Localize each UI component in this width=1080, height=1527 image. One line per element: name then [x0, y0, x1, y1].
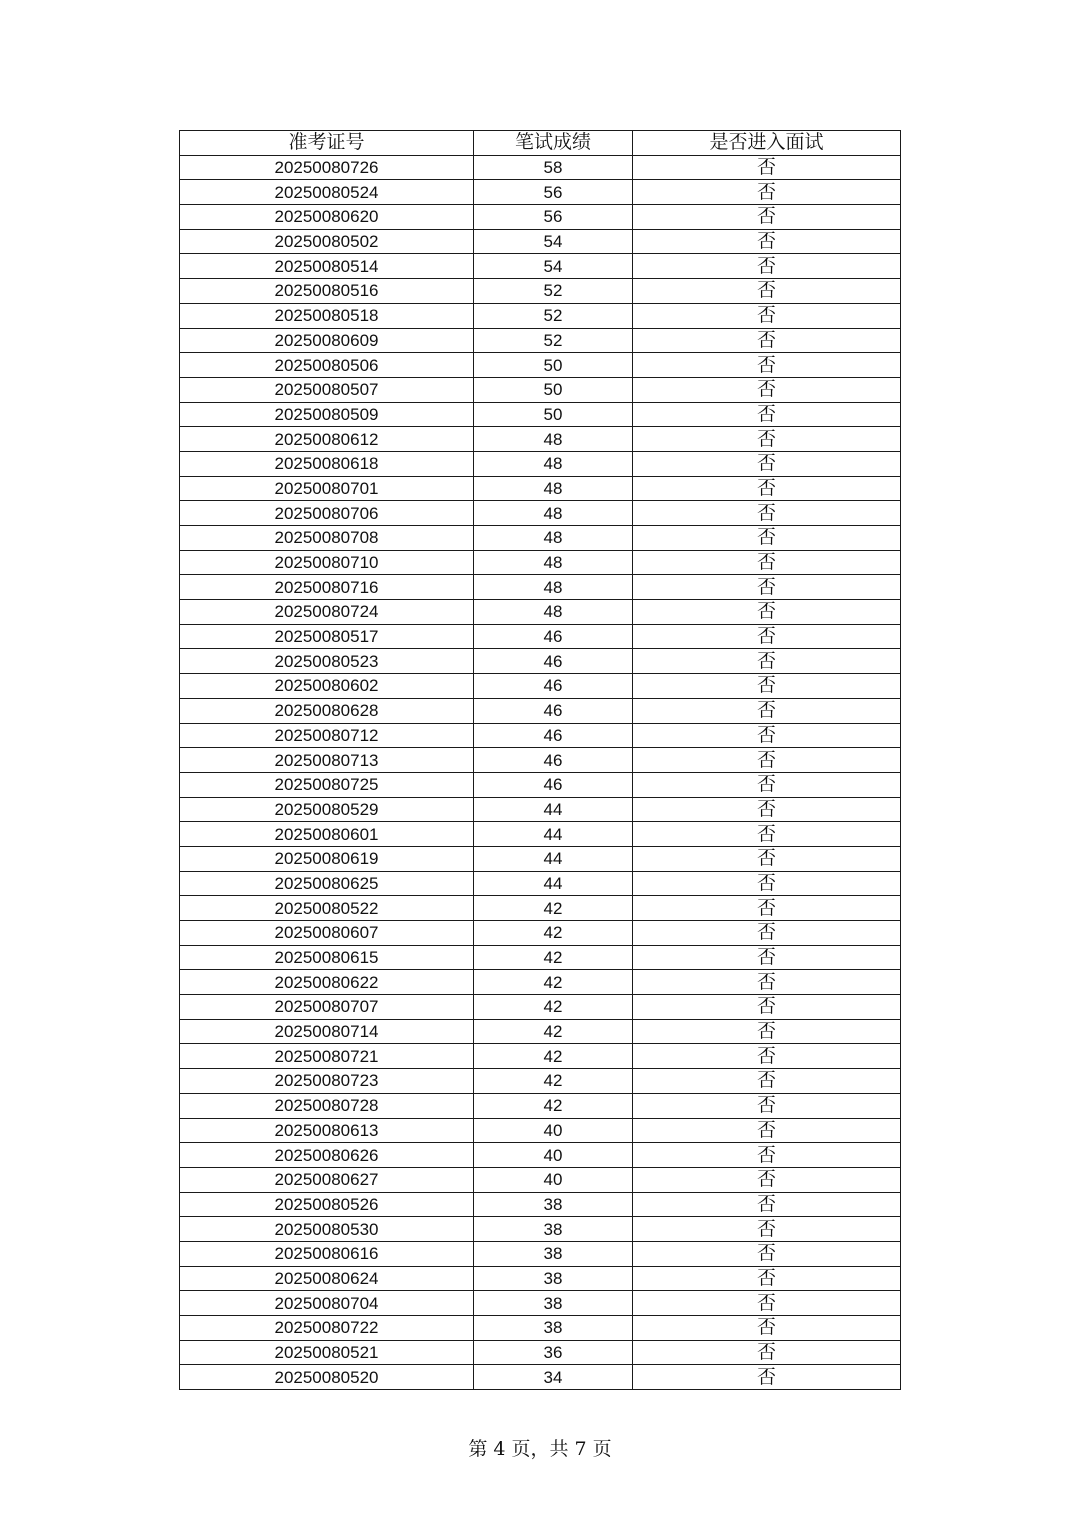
exam-id-cell: 20250080517: [180, 624, 474, 649]
interview-status-cell: 否: [633, 328, 901, 353]
interview-status-cell: 否: [633, 797, 901, 822]
table-row: [180, 772, 901, 797]
score-cell: 56: [474, 205, 633, 230]
interview-status-cell: 否: [633, 772, 901, 797]
interview-status-cell: 否: [633, 526, 901, 551]
table-row: [180, 698, 901, 723]
score-cell: 52: [474, 328, 633, 353]
table-row: [180, 1143, 901, 1168]
header-written-score: 笔试成绩: [474, 131, 633, 156]
table-row: [180, 1192, 901, 1217]
exam-id-cell: 20250080626: [180, 1143, 474, 1168]
table-row: [180, 624, 901, 649]
exam-id-cell: 20250080616: [180, 1241, 474, 1266]
interview-status-cell: 否: [633, 1019, 901, 1044]
interview-status-cell: 否: [633, 1192, 901, 1217]
score-cell: 48: [474, 476, 633, 501]
interview-status-cell: 否: [633, 155, 901, 180]
score-cell: 56: [474, 180, 633, 205]
interview-status-cell: 否: [633, 698, 901, 723]
table-row: [180, 402, 901, 427]
score-cell: 42: [474, 945, 633, 970]
interview-status-cell: 否: [633, 822, 901, 847]
interview-status-cell: 否: [633, 1167, 901, 1192]
interview-status-cell: 否: [633, 229, 901, 254]
interview-status-cell: 否: [633, 995, 901, 1020]
interview-status-cell: 否: [633, 205, 901, 230]
table-row: [180, 649, 901, 674]
interview-status-cell: 否: [633, 1143, 901, 1168]
exam-id-cell: 20250080624: [180, 1266, 474, 1291]
interview-status-cell: 否: [633, 1093, 901, 1118]
exam-id-cell: 20250080530: [180, 1217, 474, 1242]
table-header-row: [180, 131, 901, 156]
interview-status-cell: 否: [633, 1241, 901, 1266]
table-row: [180, 1167, 901, 1192]
table-row: [180, 1044, 901, 1069]
interview-status-cell: 否: [633, 1266, 901, 1291]
table-row: [180, 550, 901, 575]
exam-id-cell: 20250080628: [180, 698, 474, 723]
score-cell: 42: [474, 896, 633, 921]
header-exam-id: 准考证号: [180, 131, 474, 156]
table-row: [180, 328, 901, 353]
interview-status-cell: 否: [633, 303, 901, 328]
table-row: [180, 1241, 901, 1266]
score-cell: 40: [474, 1167, 633, 1192]
exam-id-cell: 20250080523: [180, 649, 474, 674]
score-cell: 36: [474, 1340, 633, 1365]
interview-status-cell: 否: [633, 476, 901, 501]
exam-id-cell: 20250080722: [180, 1316, 474, 1341]
table-row: [180, 1019, 901, 1044]
interview-status-cell: 否: [633, 1069, 901, 1094]
score-cell: 38: [474, 1316, 633, 1341]
score-cell: 46: [474, 649, 633, 674]
table-row: [180, 353, 901, 378]
score-cell: 40: [474, 1118, 633, 1143]
interview-status-cell: 否: [633, 871, 901, 896]
exam-id-cell: 20250080725: [180, 772, 474, 797]
interview-status-cell: 否: [633, 279, 901, 304]
score-cell: 40: [474, 1143, 633, 1168]
interview-status-cell: 否: [633, 921, 901, 946]
exam-id-cell: 20250080704: [180, 1291, 474, 1316]
interview-status-cell: 否: [633, 451, 901, 476]
score-cell: 48: [474, 550, 633, 575]
exam-id-cell: 20250080701: [180, 476, 474, 501]
table-row: [180, 945, 901, 970]
exam-id-cell: 20250080707: [180, 995, 474, 1020]
interview-status-cell: 否: [633, 501, 901, 526]
exam-id-cell: 20250080625: [180, 871, 474, 896]
score-cell: 50: [474, 353, 633, 378]
exam-id-cell: 20250080514: [180, 254, 474, 279]
score-cell: 38: [474, 1266, 633, 1291]
interview-status-cell: 否: [633, 1340, 901, 1365]
interview-status-cell: 否: [633, 846, 901, 871]
score-cell: 58: [474, 155, 633, 180]
interview-status-cell: 否: [633, 1044, 901, 1069]
table-row: [180, 1340, 901, 1365]
exam-id-cell: 20250080529: [180, 797, 474, 822]
exam-id-cell: 20250080602: [180, 674, 474, 699]
interview-status-cell: 否: [633, 1291, 901, 1316]
exam-id-cell: 20250080524: [180, 180, 474, 205]
table-row: [180, 303, 901, 328]
table-row: [180, 995, 901, 1020]
score-table: [179, 130, 901, 1390]
exam-id-cell: 20250080728: [180, 1093, 474, 1118]
score-cell: 48: [474, 526, 633, 551]
interview-status-cell: 否: [633, 970, 901, 995]
interview-status-cell: 否: [633, 402, 901, 427]
exam-id-cell: 20250080712: [180, 723, 474, 748]
table-row: [180, 674, 901, 699]
table-row: [180, 254, 901, 279]
exam-id-cell: 20250080522: [180, 896, 474, 921]
score-cell: 50: [474, 402, 633, 427]
exam-id-cell: 20250080607: [180, 921, 474, 946]
score-cell: 44: [474, 822, 633, 847]
interview-status-cell: 否: [633, 624, 901, 649]
interview-status-cell: 否: [633, 1316, 901, 1341]
table-row: [180, 476, 901, 501]
table-row: [180, 921, 901, 946]
interview-status-cell: 否: [633, 723, 901, 748]
score-cell: 38: [474, 1241, 633, 1266]
table-row: [180, 1217, 901, 1242]
interview-status-cell: 否: [633, 377, 901, 402]
score-cell: 38: [474, 1192, 633, 1217]
table-row: [180, 155, 901, 180]
table-row: [180, 1266, 901, 1291]
score-cell: 54: [474, 254, 633, 279]
exam-id-cell: 20250080502: [180, 229, 474, 254]
score-cell: 42: [474, 1069, 633, 1094]
interview-status-cell: 否: [633, 1118, 901, 1143]
score-cell: 46: [474, 772, 633, 797]
score-cell: 44: [474, 846, 633, 871]
header-interview-status: 是否进入面试: [633, 131, 901, 156]
score-cell: 46: [474, 723, 633, 748]
score-cell: 42: [474, 1019, 633, 1044]
interview-status-cell: 否: [633, 674, 901, 699]
table-row: [180, 279, 901, 304]
exam-id-cell: 20250080613: [180, 1118, 474, 1143]
page-number: 第 4 页，共 7 页: [468, 1438, 612, 1460]
exam-id-cell: 20250080506: [180, 353, 474, 378]
table-row: [180, 1291, 901, 1316]
interview-status-cell: 否: [633, 748, 901, 773]
exam-id-cell: 20250080724: [180, 600, 474, 625]
score-cell: 38: [474, 1291, 633, 1316]
interview-status-cell: 否: [633, 550, 901, 575]
score-cell: 52: [474, 279, 633, 304]
table-row: [180, 501, 901, 526]
score-cell: 44: [474, 797, 633, 822]
interview-status-cell: 否: [633, 427, 901, 452]
exam-id-cell: 20250080618: [180, 451, 474, 476]
score-cell: 50: [474, 377, 633, 402]
table-row: [180, 797, 901, 822]
score-cell: 34: [474, 1365, 633, 1390]
interview-status-cell: 否: [633, 896, 901, 921]
exam-id-cell: 20250080526: [180, 1192, 474, 1217]
score-cell: 48: [474, 501, 633, 526]
interview-status-cell: 否: [633, 180, 901, 205]
score-cell: 52: [474, 303, 633, 328]
table-body: [180, 155, 901, 1389]
interview-status-cell: 否: [633, 1217, 901, 1242]
exam-id-cell: 20250080706: [180, 501, 474, 526]
exam-id-cell: 20250080710: [180, 550, 474, 575]
table-row: [180, 871, 901, 896]
table-row: [180, 180, 901, 205]
table-row: [180, 526, 901, 551]
table-row: [180, 1365, 901, 1390]
score-cell: 42: [474, 1044, 633, 1069]
interview-status-cell: 否: [633, 1365, 901, 1390]
score-cell: 48: [474, 575, 633, 600]
score-cell: 42: [474, 970, 633, 995]
score-cell: 48: [474, 600, 633, 625]
exam-id-cell: 20250080516: [180, 279, 474, 304]
exam-id-cell: 20250080518: [180, 303, 474, 328]
score-cell: 48: [474, 427, 633, 452]
score-cell: 46: [474, 748, 633, 773]
exam-id-cell: 20250080622: [180, 970, 474, 995]
exam-id-cell: 20250080520: [180, 1365, 474, 1390]
table-row: [180, 1069, 901, 1094]
exam-id-cell: 20250080708: [180, 526, 474, 551]
table-row: [180, 846, 901, 871]
exam-id-cell: 20250080619: [180, 846, 474, 871]
exam-id-cell: 20250080620: [180, 205, 474, 230]
exam-id-cell: 20250080723: [180, 1069, 474, 1094]
exam-id-cell: 20250080509: [180, 402, 474, 427]
exam-id-cell: 20250080713: [180, 748, 474, 773]
score-cell: 46: [474, 674, 633, 699]
table-row: [180, 229, 901, 254]
exam-id-cell: 20250080714: [180, 1019, 474, 1044]
table-row: [180, 1118, 901, 1143]
table-row: [180, 205, 901, 230]
score-cell: 42: [474, 995, 633, 1020]
exam-id-cell: 20250080521: [180, 1340, 474, 1365]
table-row: [180, 451, 901, 476]
exam-id-cell: 20250080716: [180, 575, 474, 600]
table-row: [180, 748, 901, 773]
table-row: [180, 427, 901, 452]
exam-id-cell: 20250080721: [180, 1044, 474, 1069]
exam-id-cell: 20250080609: [180, 328, 474, 353]
score-cell: 46: [474, 624, 633, 649]
score-cell: 46: [474, 698, 633, 723]
table-row: [180, 896, 901, 921]
exam-id-cell: 20250080627: [180, 1167, 474, 1192]
interview-status-cell: 否: [633, 254, 901, 279]
interview-status-cell: 否: [633, 600, 901, 625]
score-cell: 48: [474, 451, 633, 476]
interview-status-cell: 否: [633, 353, 901, 378]
interview-status-cell: 否: [633, 649, 901, 674]
interview-status-cell: 否: [633, 945, 901, 970]
table-row: [180, 575, 901, 600]
score-cell: 54: [474, 229, 633, 254]
exam-id-cell: 20250080726: [180, 155, 474, 180]
exam-id-cell: 20250080601: [180, 822, 474, 847]
interview-status-cell: 否: [633, 575, 901, 600]
table-row: [180, 822, 901, 847]
exam-id-cell: 20250080615: [180, 945, 474, 970]
table-row: [180, 1093, 901, 1118]
table-row: [180, 970, 901, 995]
score-cell: 38: [474, 1217, 633, 1242]
table-row: [180, 723, 901, 748]
table-row: [180, 377, 901, 402]
score-cell: 42: [474, 921, 633, 946]
table-row: [180, 1316, 901, 1341]
score-cell: 44: [474, 871, 633, 896]
exam-id-cell: 20250080612: [180, 427, 474, 452]
table-row: [180, 600, 901, 625]
exam-id-cell: 20250080507: [180, 377, 474, 402]
score-cell: 42: [474, 1093, 633, 1118]
